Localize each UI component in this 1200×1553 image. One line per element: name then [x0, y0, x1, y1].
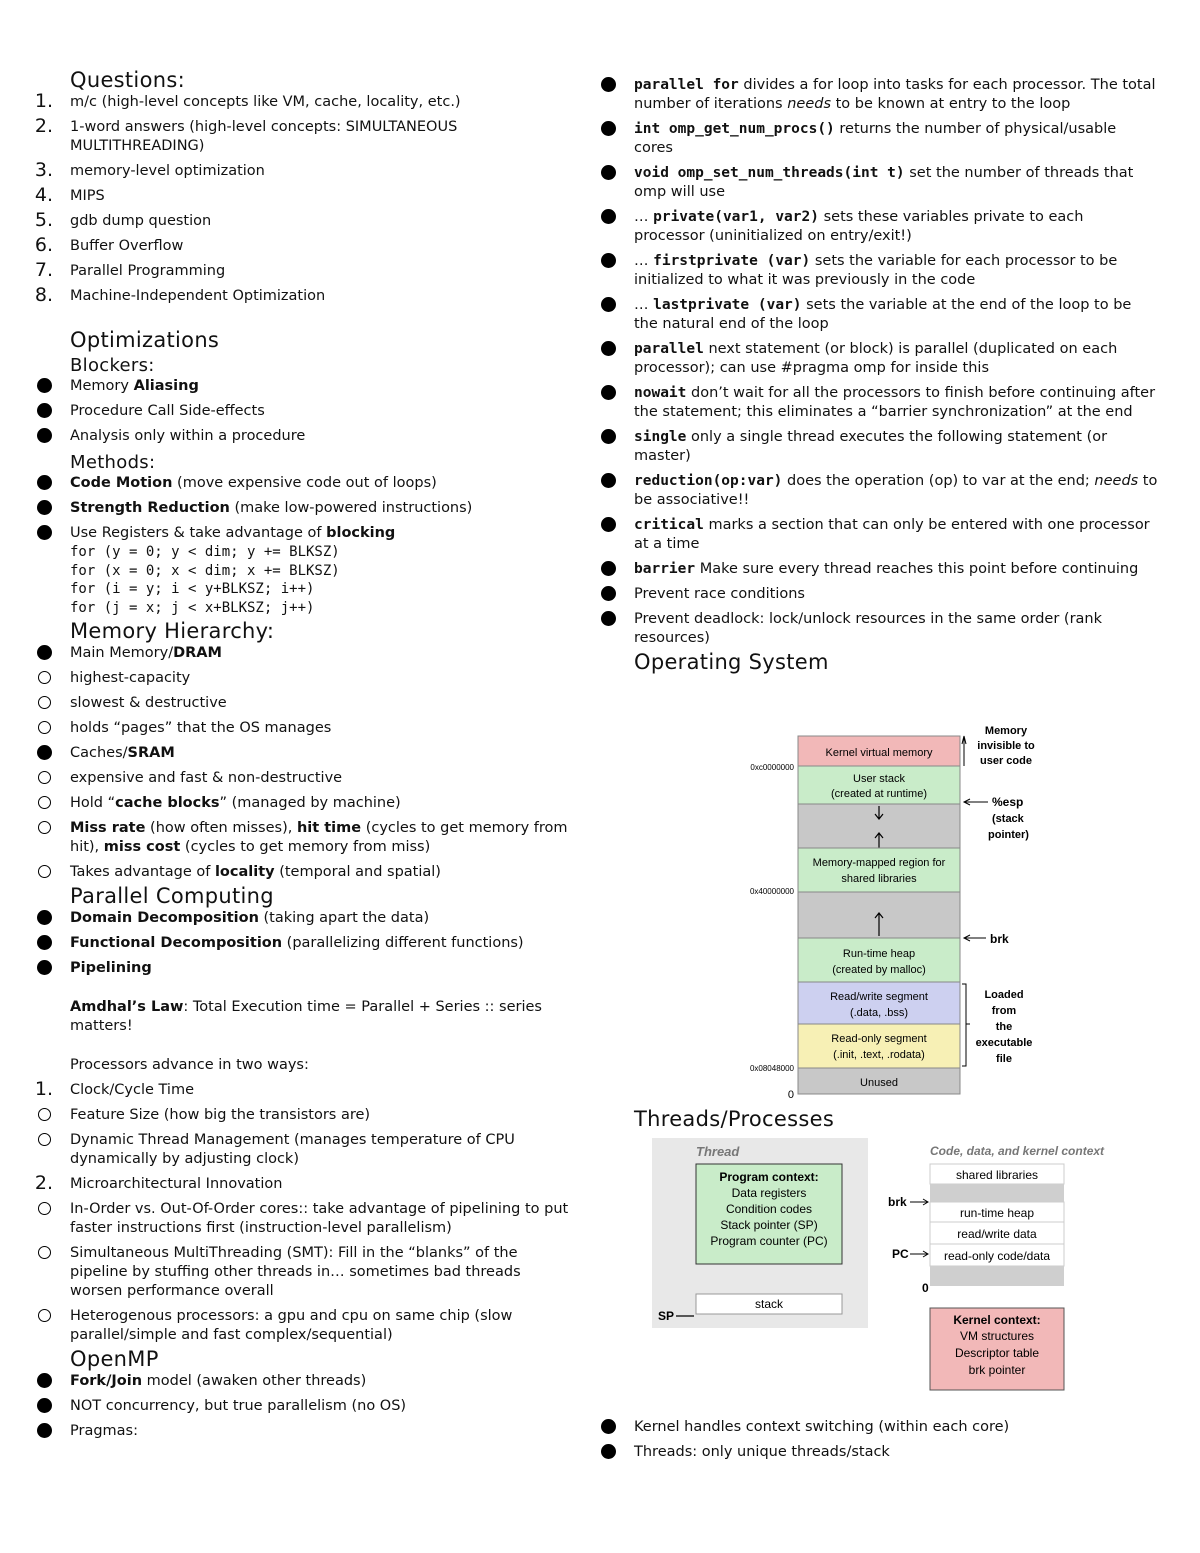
shared-libraries-label: shared libraries	[955, 1168, 1039, 1182]
mmap-segment	[798, 848, 960, 892]
user-stack-sublabel: (created at runtime)	[831, 788, 927, 800]
bullet-icon	[37, 500, 52, 515]
list-number: 1.	[34, 90, 54, 112]
pragma-item: Prevent race conditions	[598, 585, 1158, 604]
processor-item: Dynamic Thread Management (manages temperature of CPU dynamically by adjusting clock)	[34, 1131, 574, 1169]
right-arrow-icon	[910, 1251, 928, 1257]
data-registers-label: Data registers	[731, 1186, 807, 1200]
method-item: Strength Reduction (make low-powered instructions)	[34, 499, 574, 518]
sp-label: SP	[658, 1309, 675, 1323]
stack-pointer-label: Stack pointer (SP)	[720, 1218, 818, 1232]
question-item: 5. gdb dump question	[34, 209, 212, 231]
blockers-heading: Blockers:	[70, 355, 155, 376]
list-number: 2.	[34, 1172, 54, 1194]
bullet-icon	[601, 429, 616, 444]
question-item: 4. MIPS	[34, 184, 105, 206]
openmp-item: Pragmas:	[34, 1422, 574, 1441]
hollow-bullet-icon	[38, 721, 51, 734]
bullet-icon	[601, 165, 616, 180]
operating-system-heading: Operating System	[634, 650, 829, 674]
memory-item: Main Memory/DRAM	[34, 644, 574, 663]
questions-list	[34, 90, 574, 306]
threads-notes-list	[598, 1418, 1158, 1468]
memory-item: Caches/SRAM	[34, 744, 574, 763]
left-arrow-icon	[964, 799, 988, 805]
list-number: 6.	[34, 234, 54, 256]
spacer	[34, 312, 574, 326]
bullet-icon	[601, 561, 616, 576]
context-label: Code, data, and kernel context	[930, 1144, 1105, 1158]
threads-processes-heading: Threads/Processes	[634, 1107, 835, 1131]
loaded-label: Loaded	[984, 989, 1024, 1001]
pragma-item: Prevent deadlock: lock/unlock resources in the same order (rank resources)	[598, 610, 1158, 648]
pragma-item: … firstprivate (var) sets the variable for each processor to be initialized to what it was previously in the code	[598, 252, 1158, 290]
hollow-bullet-icon	[38, 821, 51, 834]
left-arrow-icon	[964, 935, 986, 941]
processors-list	[34, 1078, 574, 1345]
ro-segment	[798, 1024, 960, 1068]
ro-sublabel: (.init, .text, .rodata)	[833, 1049, 925, 1061]
pragma-item: barrier Make sure every thread reaches this point before continuing	[598, 560, 1158, 579]
memory-invisible-label: user code	[980, 755, 1032, 767]
right-arrow-icon	[910, 1199, 928, 1205]
pragma-item: … private(var1, var2) sets these variables private to each processor (uninitialized on entry/exit!)	[598, 208, 1158, 246]
bullet-icon	[37, 525, 52, 540]
bullet-icon	[37, 960, 52, 975]
miss-rate-item: Miss rate (how often misses), hit time (cycles to get memory from hit), miss cost (cycles to get memory from miss)	[34, 819, 574, 857]
processors-intro: Processors advance in two ways:	[70, 1057, 309, 1073]
bullet-icon	[37, 475, 52, 490]
run-time-heap-label: run-time heap	[959, 1206, 1035, 1220]
blocker-item: Memory Aliasing	[34, 377, 574, 396]
memory-item: slowest & destructive	[34, 694, 574, 713]
pragma-item: parallel next statement (or block) is parallel (duplicated on each processor); can use #pragma omp for inside this	[598, 340, 1158, 378]
bullet-icon	[601, 586, 616, 601]
openmp-heading: OpenMP	[70, 1347, 159, 1371]
openmp-item: Fork/Join model (awaken other threads)	[34, 1372, 574, 1391]
loaded-label: executable	[975, 1037, 1033, 1049]
loaded-label: the	[995, 1021, 1013, 1033]
processor-item: 1. Clock/Cycle Time	[34, 1078, 195, 1100]
list-number: 4.	[34, 184, 54, 206]
memory-item: expensive and fast & non-destructive	[34, 769, 574, 788]
descriptor-table-label: Descriptor table	[954, 1346, 1040, 1360]
pragma-item: … lastprivate (var) sets the variable at the end of the loop to be the natural end of the loop	[598, 296, 1158, 334]
esp-label: %esp	[992, 795, 1024, 809]
memory-item: holds “pages” that the OS manages	[34, 719, 574, 738]
hollow-bullet-icon	[38, 1133, 51, 1146]
pragma-item: single only a single thread executes the following statement (or master)	[598, 428, 1158, 466]
blocking-code	[34, 543, 574, 617]
bullet-icon	[37, 1423, 52, 1438]
program-counter-label: Program counter (PC)	[710, 1234, 828, 1248]
mmap-label: Memory-mapped region for	[812, 857, 946, 869]
address-label: 0x40000000	[749, 887, 794, 896]
parallel-list	[34, 909, 574, 978]
processor-item: Simultaneous MultiThreading (SMT): Fill in the “blanks” of the pipeline by stuffing other threads in… sometimes bad threads worsen performance overall	[34, 1244, 574, 1301]
program-context-label: Program context:	[719, 1170, 819, 1184]
gap-box	[930, 1184, 1064, 1202]
left-column	[34, 66, 574, 1447]
thread-note-item: Threads: only unique threads/stack	[598, 1443, 1158, 1462]
address-label: 0	[787, 1089, 794, 1100]
bullet-icon	[37, 910, 52, 925]
pragma-item: void omp_set_num_threads(int t) set the number of threads that omp will use	[598, 164, 1158, 202]
memory-item: highest-capacity	[34, 669, 574, 688]
bracket-icon	[962, 736, 966, 766]
blockers-list	[34, 377, 574, 446]
parallel-item: Domain Decomposition (taking apart the data)	[34, 909, 574, 928]
bullet-icon	[601, 1419, 616, 1434]
processor-item: In-Order vs. Out-Of-Order cores:: take advantage of pipelining to put faster instructions first (instruction-level parallelism)	[34, 1200, 574, 1238]
code-line: for (x = 0; x < dim; x += BLKSZ)	[70, 562, 340, 579]
bullet-icon	[601, 611, 616, 626]
memory-invisible-label: Memory	[984, 725, 1028, 737]
blocker-item: Analysis only within a procedure	[34, 427, 574, 446]
bracket-icon	[962, 984, 970, 1066]
kernel-vm-label: Kernel virtual memory	[825, 747, 933, 759]
esp-label: (stack	[992, 813, 1024, 825]
code-line: for (j = x; j < x+BLKSZ; j++)	[70, 599, 315, 616]
hollow-bullet-icon	[38, 796, 51, 809]
hollow-bullet-icon	[38, 696, 51, 709]
list-number: 2.	[34, 115, 54, 137]
bullet-icon	[37, 745, 52, 760]
question-item: 3. memory-level optimization	[34, 159, 265, 181]
openmp-item: NOT concurrency, but true parallelism (no OS)	[34, 1397, 574, 1416]
parallel-item: Pipelining	[34, 959, 574, 978]
optimizations-heading: Optimizations	[70, 328, 220, 352]
questions-heading: Questions:	[70, 68, 185, 92]
condition-codes-label: Condition codes	[725, 1202, 813, 1216]
ro-code-label: read-only code/data	[943, 1249, 1051, 1263]
memory-invisible-label: invisible to	[977, 740, 1035, 752]
locality-item: Takes advantage of locality (temporal and spatial)	[34, 863, 574, 882]
hollow-bullet-icon	[38, 1246, 51, 1259]
brk-label: brk	[888, 1195, 907, 1209]
pragma-item: reduction(op:var) does the operation (op) to var at the end; needs to be associative!!	[598, 472, 1158, 510]
method-item: Use Registers & take advantage of blocking	[34, 524, 574, 543]
bullet-icon	[601, 297, 616, 312]
code-line: for (i = y; i < y+BLKSZ; i++)	[70, 581, 315, 597]
stack-label: stack	[754, 1297, 784, 1311]
question-item: 2. 1-word answers (high-level concepts: SIMULTANEOUS MULTITHREADING)	[34, 115, 458, 154]
processor-item: 2. Microarchitectural Innovation	[34, 1172, 283, 1194]
pragma-item: critical marks a section that can only be entered with one processor at a time	[598, 516, 1158, 554]
bullet-icon	[37, 1398, 52, 1413]
brk-label: brk	[990, 932, 1009, 946]
ro-label: Read-only segment	[831, 1033, 927, 1045]
methods-list	[34, 474, 574, 543]
amdahl-law: Amdhal’s Law: Total Execution time = Parallel + Series :: series matters!	[70, 999, 542, 1034]
bullet-icon	[37, 378, 52, 393]
rw-data-label: read/write data	[957, 1227, 1037, 1241]
bullet-icon	[601, 77, 616, 92]
rw-label: Read/write segment	[830, 991, 928, 1003]
rw-sublabel: (.data, .bss)	[849, 1007, 909, 1019]
question-item: 8. Machine-Independent Optimization	[34, 284, 326, 306]
question-item: 1. m/c (high-level concepts like VM, cache, locality, etc.)	[34, 90, 461, 112]
methods-heading: Methods:	[70, 452, 156, 473]
user-stack-label: User stack	[853, 773, 905, 785]
bullet-icon	[601, 341, 616, 356]
parallel-computing-heading: Parallel Computing	[70, 884, 274, 908]
blocker-item: Procedure Call Side-effects	[34, 402, 574, 421]
method-item: Code Motion (move expensive code out of loops)	[34, 474, 574, 493]
bullet-icon	[601, 473, 616, 488]
openmp-list	[34, 1372, 574, 1441]
loaded-label: file	[996, 1053, 1012, 1065]
question-item: 7. Parallel Programming	[34, 259, 226, 281]
list-number: 5.	[34, 209, 54, 231]
processor-item: Heterogenous processors: a gpu and cpu on same chip (slow parallel/simple and fast complex/sequential)	[34, 1307, 574, 1345]
process-memory-layout-diagram	[730, 722, 1050, 1100]
memory-list	[34, 644, 574, 813]
pragmas-list	[598, 76, 1158, 648]
loaded-label: from	[991, 1005, 1017, 1017]
list-number: 1.	[34, 1078, 54, 1100]
bullet-icon	[37, 403, 52, 418]
thread-note-item: Kernel handles context switching (within each core)	[598, 1418, 1158, 1437]
spacer	[34, 1042, 574, 1056]
bullet-icon	[601, 385, 616, 400]
list-number: 3.	[34, 159, 54, 181]
unused-label: Unused	[860, 1077, 898, 1089]
brk-pointer-label: brk pointer	[968, 1363, 1026, 1377]
memory-item: Hold “cache blocks” (managed by machine)	[34, 794, 574, 813]
mmap-sublabel: shared libraries	[841, 873, 917, 885]
right-column	[598, 76, 1158, 675]
bullet-icon	[601, 517, 616, 532]
bullet-icon	[37, 645, 52, 660]
code-line: for (y = 0; y < dim; y += BLKSZ)	[70, 544, 340, 560]
pc-label: PC	[892, 1247, 909, 1261]
address-label: 0xc0000000	[750, 763, 794, 772]
list-number: 7.	[34, 259, 54, 281]
thread-context-diagram	[652, 1136, 1112, 1396]
hollow-bullet-icon	[38, 671, 51, 684]
hollow-bullet-icon	[38, 865, 51, 878]
question-item: 6. Buffer Overflow	[34, 234, 184, 256]
vm-structures-label: VM structures	[959, 1329, 1035, 1343]
bullet-icon	[601, 209, 616, 224]
bullet-icon	[37, 428, 52, 443]
heap-sublabel: (created by malloc)	[832, 964, 926, 976]
zero-label: 0	[922, 1281, 929, 1295]
hollow-bullet-icon	[38, 1108, 51, 1121]
esp-label: pointer)	[988, 829, 1029, 841]
pragma-item: nowait don’t wait for all the processors to finish before continuing after the statement; this eliminates a “barrier synchronization” at the end	[598, 384, 1158, 422]
parallel-item: Functional Decomposition (parallelizing different functions)	[34, 934, 574, 953]
thread-label: Thread	[696, 1144, 740, 1159]
processor-item: Feature Size (how big the transistors are)	[34, 1106, 574, 1125]
pragma-item: int omp_get_num_procs() returns the number of physical/usable cores	[598, 120, 1158, 158]
memory-hierarchy-heading: Memory Hierarchy:	[70, 619, 275, 643]
list-number: 8.	[34, 284, 54, 306]
hollow-bullet-icon	[38, 1309, 51, 1322]
bullet-icon	[601, 1444, 616, 1459]
kernel-context-label: Kernel context:	[953, 1313, 1041, 1327]
bullet-icon	[37, 1373, 52, 1388]
heap-label: Run-time heap	[842, 948, 916, 960]
address-label: 0x08048000	[749, 1064, 794, 1073]
bullet-icon	[37, 935, 52, 950]
gap-box	[930, 1266, 1064, 1286]
pragma-item: parallel for divides a for loop into tasks for each processor. The total number of iterations needs to be known at entry to the loop	[598, 76, 1158, 114]
bullet-icon	[601, 121, 616, 136]
bullet-icon	[601, 253, 616, 268]
hollow-bullet-icon	[38, 771, 51, 784]
spacer	[34, 984, 574, 998]
hollow-bullet-icon	[38, 1202, 51, 1215]
